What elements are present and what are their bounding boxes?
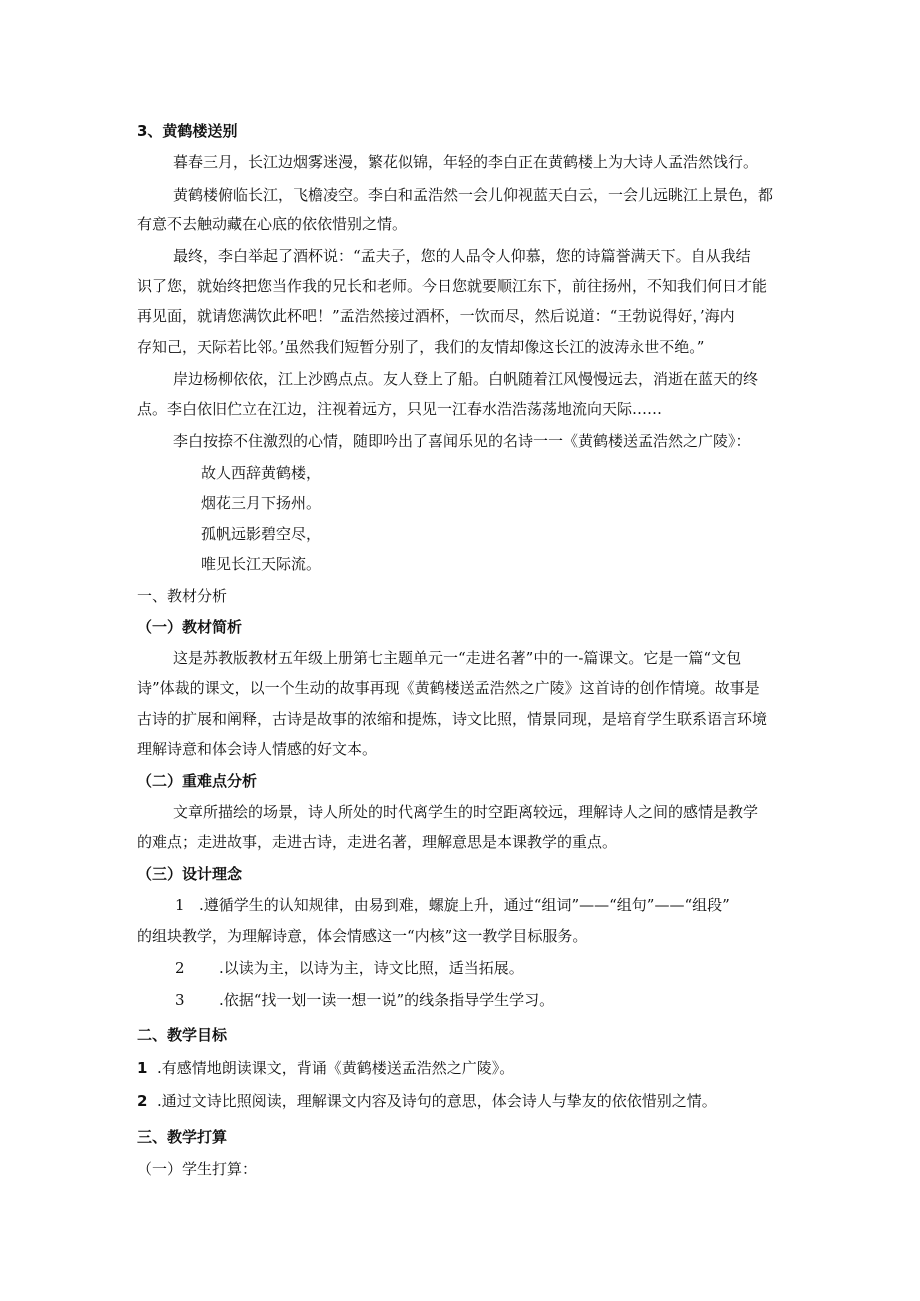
section-1-subtitle-1: （一）教材简析	[137, 618, 243, 636]
story-title: 3、黄鹤楼送别	[137, 122, 238, 140]
goal-item-2	[137, 1090, 717, 1112]
goal-item-1-number: 1	[137, 1059, 148, 1077]
goal-item-1	[137, 1057, 514, 1079]
story-paragraph-3-line-2: 识了您，就始终把您当作我的兄长和老师。今日您就要顺江东下，前往扬州，不知我们何日才能	[137, 277, 768, 295]
goal-item-1-text: .有感情地朗读课文，背诵《黄鹤楼送孟浩然之广陵》。	[157, 1059, 515, 1077]
section-1-subtitle-2: （二）重难点分析	[137, 772, 258, 790]
story-paragraph-2-line-2: 有意不去触动藏在心底的依依惜别之情。	[137, 215, 408, 233]
story-paragraph-4-line-1: 岸边杨柳依依，江上沙鸥点点。友人登上了船。白帆随着江风慢慢远去，消逝在蓝天的终	[173, 370, 759, 388]
story-paragraph-3-line-4: 存知己，天际若比邻。’虽然我们短暂分别了，我们的友情却像这长江的波涛永世不绝。”	[137, 338, 705, 356]
section-1-subtitle-3: （三）设计理念	[137, 865, 243, 883]
difficulty-paragraph-line-1: 文章所描绘的场景，诗人所处的时代离学生的时空距离较远，理解诗人之间的感情是教学	[173, 803, 759, 821]
goal-item-2-text: .通过文诗比照阅读，理解课文内容及诗句的意思，体会诗人与挚友的依依惜别之情。	[157, 1092, 717, 1110]
poem-line-4: 唯见长江天际流。	[201, 555, 322, 573]
design-item-3-text: .依据“找一划一读一想一说”的线条指导学生学习。	[219, 991, 555, 1009]
story-paragraph-5: 李白按捺不住激烈的心情，随即吟出了喜闻乐见的名诗一一《黄鹤楼送孟浩然之广陵》：	[173, 432, 751, 450]
design-item-3	[175, 989, 554, 1011]
goal-item-2-number: 2	[137, 1092, 148, 1110]
analysis-paragraph-line-3: 古诗的扩展和阐释，古诗是故事的浓缩和提炼，诗文比照，情景同现，是培育学生联系语言环境	[137, 710, 768, 728]
design-item-1-line-1	[175, 894, 730, 916]
difficulty-paragraph-line-2: 的难点；走进故事，走进古诗，走进名著，理解意思是本课教学的重点。	[137, 833, 618, 851]
design-item-2-text: .以读为主，以诗为主，诗文比照，适当拓展。	[219, 959, 524, 977]
design-item-1-number: 1	[175, 896, 185, 914]
design-item-1-text: .遵循学生的认知规律，由易到难，螺旋上升，通过“组词”——“组句”——“组段”	[199, 896, 730, 914]
design-item-3-number: 3	[175, 991, 185, 1009]
analysis-paragraph-line-1: 这是苏教版教材五年级上册第七主题单元一“走进名著”中的一-篇课文。它是一篇“文包	[173, 649, 742, 667]
poem-line-3: 孤帆远影碧空尽，	[201, 525, 322, 543]
analysis-paragraph-line-2: 诗”体裁的课文，以一个生动的故事再现《黄鹤楼送孟浩然之广陵》这首诗的创作情境。故事是	[137, 679, 760, 697]
story-paragraph-2-line-1: 黄鹤楼俯临长江，飞檐凌空。李白和孟浩然一会儿仰视蓝天白云，一会儿远眺江上景色，都	[173, 186, 774, 204]
design-item-1-line-2: 的组块教学，为理解诗意，体会情感这一“内核”这一教学目标服务。	[137, 927, 588, 945]
analysis-paragraph-line-4: 理解诗意和体会诗人情感的好文本。	[137, 740, 378, 758]
section-1-title: 一、教材分析	[137, 587, 228, 605]
story-paragraph-3-line-3: 再见面，就请您满饮此杯吧！”孟浩然接过酒杯，一饮而尽，然后说道：“王勃说得好，’海内	[137, 307, 735, 325]
section-2-title: 二、教学目标	[137, 1026, 228, 1044]
poem-line-2: 烟花三月下扬州。	[201, 494, 322, 512]
story-paragraph-4-line-2: 点。李白依旧伫立在江边，注视着远方，只见一江春水浩浩荡荡地流向天际……	[137, 400, 663, 418]
story-paragraph-3-line-1: 最终，李白举起了酒杯说：“孟夫子，您的人品令人仰慕，您的诗篇誉满天下。自从我结	[173, 247, 751, 265]
design-item-2-number: 2	[175, 959, 185, 977]
design-item-2	[175, 957, 524, 979]
poem-line-1: 故人西辞黄鹤楼，	[201, 464, 322, 482]
section-3-title: 三、教学打算	[137, 1128, 228, 1146]
section-3-subtitle-1: （一）学生打算：	[137, 1160, 258, 1178]
story-paragraph-1: 暮春三月，长江边烟雾迷漫，繁花似锦，年轻的李白正在黄鹤楼上为大诗人孟浩然饯行。	[173, 153, 759, 171]
